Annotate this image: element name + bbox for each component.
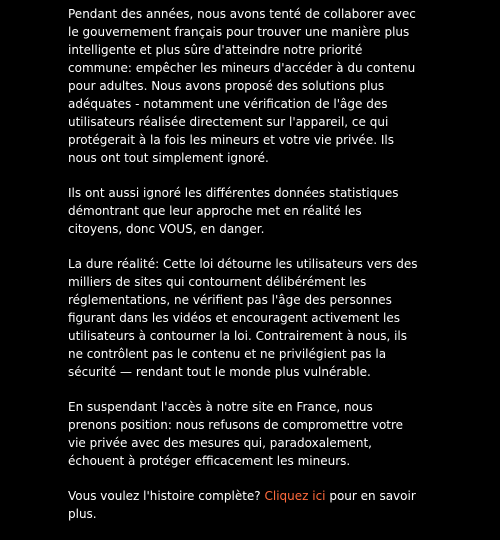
paragraph-closing [68, 487, 418, 523]
paragraph-harsh-reality: La dure réalité: Cette loi détourne les utilisateurs vers des milliers de sites qui contournent délibérément les réglementations, ne vérifient pas l'âge des personnes figurant dans les vidéos et encouragent activement les utilisateurs à contourner la loi. Contrairement à nous, ils ne contrôlent pas le contenu et ne privilégient pas la sécurité — rendant tout le monde plus vulnérable. [68, 257, 418, 379]
closing-text-after: pour en savoir plus. [68, 489, 416, 521]
paragraph-statistics: Ils ont aussi ignoré les différentes données statistiques démontrant que leur approche met en réalité les citoyens, donc VOUS, en danger. [68, 186, 399, 236]
paragraph-suspension: En suspendant l'accès à notre site en France, nous prenons position: nous refusons de compromettre votre vie privée avec des mesures qui, paradoxalement, échouent à protéger efficacement les mineurs. [68, 400, 404, 468]
statement-text-block [68, 5, 418, 540]
learn-more-link[interactable]: Cliquez ici [264, 489, 326, 503]
closing-text-before: Vous voulez l'histoire complète? [68, 489, 265, 503]
paragraph-collaboration: Pendant des années, nous avons tenté de collaborer avec le gouvernement français pour trouver une manière plus intelligente et plus sûre d'atteindre notre priorité commune: empêcher les mineurs d'accéder à du contenu pour adultes. Nous avons proposé des solutions plus adéquates - notamment une vérification de l'âge des utilisateurs réalisée directement sur l'appareil, ce qui protégerait à la fois les mineurs et votre vie privée. Ils nous ont tout simplement ignoré. [68, 7, 416, 165]
